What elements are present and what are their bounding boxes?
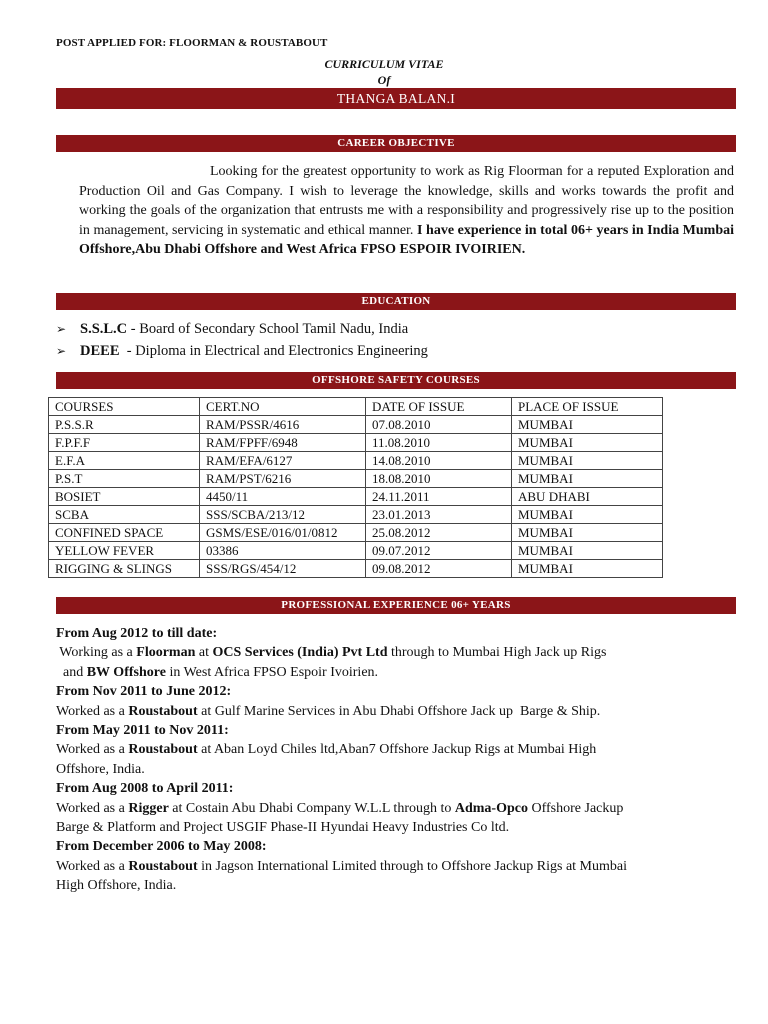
experience-text: High Offshore, India. [56,878,177,894]
table-cell: 09.07.2012 [366,542,512,560]
education-desc: - Diploma in Electrical and Electronics Engineering [119,343,428,359]
experience-text: Worked as a [56,703,129,719]
table-cell: MUMBAI [512,416,663,434]
table-cell: P.S.S.R [49,416,200,434]
table-cell: MUMBAI [512,470,663,488]
experience-highlight: Rigger [128,800,169,816]
table-row [49,488,663,506]
experience-highlight: OCS Services (India) Pvt Ltd [212,645,388,661]
education-title: S.S.L.C [80,321,128,337]
experience-highlight: Roustabout [128,858,198,874]
experience-item [56,837,746,895]
experience-highlight: Roustabout [128,742,198,758]
education-desc: - Board of Secondary School Tamil Nadu, India [127,321,409,337]
experience-description [56,857,746,896]
experience-period: From Nov 2011 to June 2012: [56,684,232,700]
experience-item [56,682,746,721]
cv-heading [0,56,768,88]
experience-description [56,702,746,721]
education-list [56,318,428,362]
table-cell: MUMBAI [512,524,663,542]
experience-list [56,624,746,896]
table-cell: RIGGING & SLINGS [49,560,200,578]
table-cell: 09.08.2012 [366,560,512,578]
experience-text: Worked as a [56,742,129,758]
table-cell: RAM/EFA/6127 [200,452,366,470]
table-cell: 24.11.2011 [366,488,512,506]
experience-text: Worked as a [56,800,129,816]
experience-text: Offshore Jackup [528,800,624,816]
experience-text: at Costain Abu Dhabi Company W.L.L through to [168,800,455,816]
table-cell: 03386 [200,542,366,560]
section-offshore-safety-courses: OFFSHORE SAFETY COURSES [56,372,736,389]
section-professional-experience: PROFESSIONAL EXPERIENCE 06+ YEARS [56,597,736,614]
table-cell: MUMBAI [512,452,663,470]
table-cell: MUMBAI [512,506,663,524]
experience-description [56,799,746,838]
cv-of: Of [377,73,391,87]
table-cell: CONFINED SPACE [49,524,200,542]
table-cell: 11.08.2010 [366,434,512,452]
table-header-cell: PLACE OF ISSUE [512,398,663,416]
experience-item [56,721,746,779]
experience-text: through to Mumbai High Jack up Rigs [387,645,607,661]
experience-period: From Aug 2012 to till date: [56,626,218,641]
experience-highlight: BW Offshore [86,664,166,680]
table-cell: SCBA [49,506,200,524]
table-cell: RAM/PSSR/4616 [200,416,366,434]
table-row [49,560,663,578]
table-cell: MUMBAI [512,560,663,578]
post-applied: POST APPLIED FOR: FLOORMAN & ROUSTABOUT [56,37,328,49]
table-cell: MUMBAI [512,542,663,560]
table-row [49,470,663,488]
objective-body: Looking for the greatest opportunity to work as Rig Floorman for a reputed Exploration and Production Oil and Gas Company. I wish to leverage the knowledge, skills and works towards the profit and working the goals of the organization that entrusts me with a responsibility and progressively rise up to the position in management, servicing in systematic and ethical manner. [79,164,734,238]
education-title: DEEE [80,343,120,359]
table-cell: RAM/PST/6216 [200,470,366,488]
education-item [56,340,428,362]
table-row [49,452,663,470]
experience-text: Worked as a [56,858,129,874]
table-header-row [49,398,663,416]
table-cell: BOSIET [49,488,200,506]
experience-text: at Gulf Marine Services in Abu Dhabi Offshore Jack up Barge & Ship. [197,703,601,719]
experience-highlight: Floorman [136,645,196,661]
table-cell: ABU DHABI [512,488,663,506]
table-cell: E.F.A [49,452,200,470]
candidate-name-bar: THANGA BALAN.I [56,88,736,109]
experience-item [56,624,746,682]
table-cell: 14.08.2010 [366,452,512,470]
experience-text: Offshore, India. [56,761,145,777]
cv-title: CURRICULUM VITAE [324,57,444,71]
experience-description [56,643,746,682]
table-cell: SSS/SCBA/213/12 [200,506,366,524]
table-header-cell: DATE OF ISSUE [366,398,512,416]
table-row [49,524,663,542]
table-row [49,434,663,452]
experience-text: and [63,664,84,680]
safety-courses-table [48,397,663,578]
section-career-objective: CAREER OBJECTIVE [56,135,736,152]
experience-period: From December 2006 to May 2008: [56,839,267,855]
experience-item [56,779,746,837]
experience-description [56,740,746,779]
experience-text: in Jagson International Limited through to Offshore Jackup Rigs at Mumbai [197,858,628,874]
table-cell: SSS/RGS/454/12 [200,560,366,578]
section-education: EDUCATION [56,293,736,310]
table-row [49,542,663,560]
experience-text: Working as a [56,645,137,661]
table-cell: YELLOW FEVER [49,542,200,560]
table-cell: F.P.F.F [49,434,200,452]
table-cell: 23.01.2013 [366,506,512,524]
education-item [56,318,428,340]
experience-text: at [195,645,213,661]
table-cell: 25.08.2012 [366,524,512,542]
experience-highlight: Adma-Opco [454,800,528,816]
experience-period: From May 2011 to Nov 2011: [56,723,229,739]
table-cell: 4450/11 [200,488,366,506]
table-cell: GSMS/ESE/016/01/0812 [200,524,366,542]
table-row [49,506,663,524]
arrow-bullet-icon: ➢ [56,322,67,336]
experience-text: Barge & Platform and Project USGIF Phase-II Hyundai Heavy Industries Co ltd. [56,820,510,836]
table-cell: MUMBAI [512,434,663,452]
table-header-cell: COURSES [49,398,200,416]
objective-experience-summary: I have experience in total 06+ years in India Mumbai Offshore,Abu Dhabi Offshore and West Africa FPSO ESPOIR IVOIRIEN. [79,222,734,258]
table-row [49,416,663,434]
table-cell: P.S.T [49,470,200,488]
experience-text: at Aban Loyd Chiles ltd,Aban7 Offshore Jackup Rigs at Mumbai High [197,742,597,758]
career-objective-text [79,162,734,260]
arrow-bullet-icon: ➢ [56,344,67,358]
table-cell: 07.08.2010 [366,416,512,434]
table-cell: 18.08.2010 [366,470,512,488]
table-header-cell: CERT.NO [200,398,366,416]
table-cell: RAM/FPFF/6948 [200,434,366,452]
experience-period: From Aug 2008 to April 2011: [56,781,234,797]
experience-highlight: Roustabout [128,703,198,719]
experience-text: in West Africa FPSO Espoir Ivoirien. [165,664,379,680]
